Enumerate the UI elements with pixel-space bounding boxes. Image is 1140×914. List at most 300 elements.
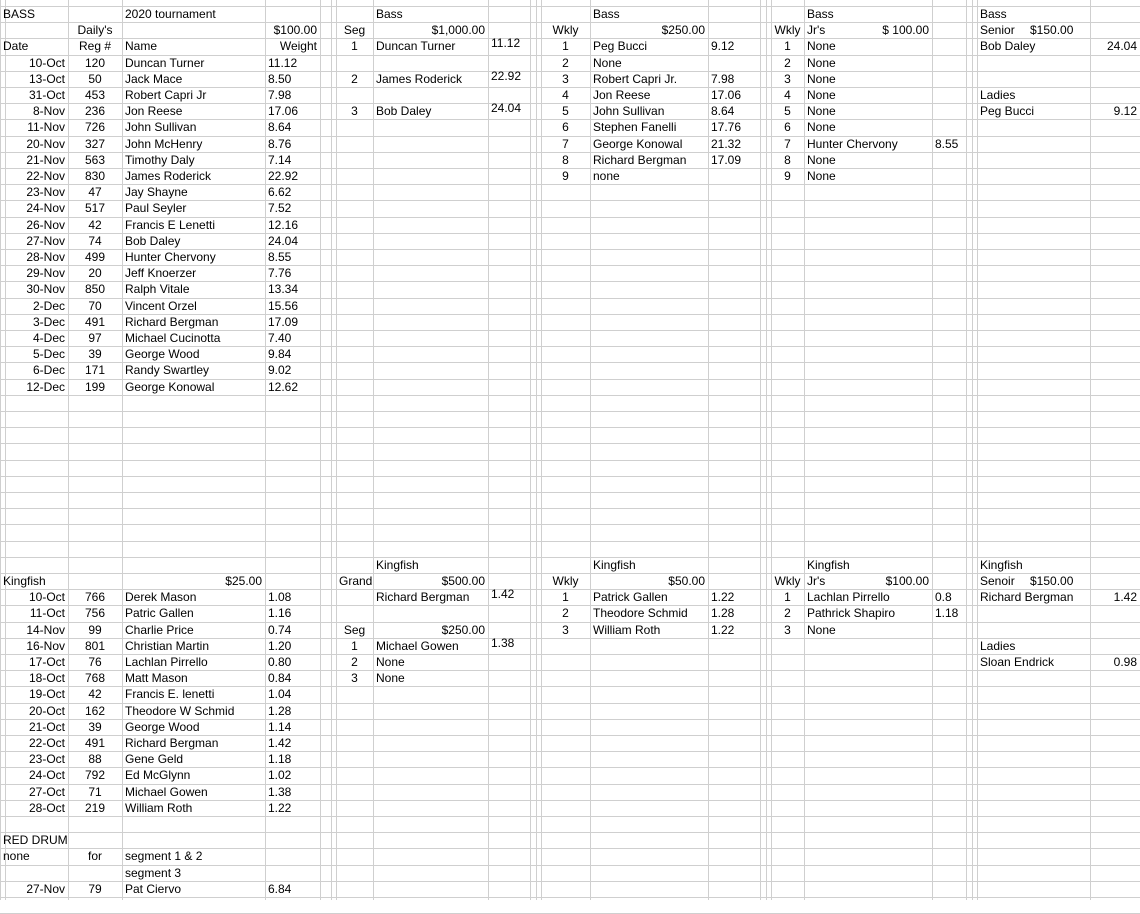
bass-weight: 7.14 [268, 153, 292, 167]
bass-ladies-weight: 9.12 [1113, 104, 1137, 118]
bass-name: Jay Shayne [125, 185, 188, 199]
bass-name: Robert Capri Jr [125, 88, 207, 102]
bass-jrs-name: None [807, 120, 836, 134]
kingfish-wkly-rank: 3 [562, 623, 569, 637]
grid-column-line [932, 0, 933, 900]
kingfish-jrs-col: Wkly [774, 574, 801, 588]
bass-weight: 17.06 [268, 104, 299, 118]
bass-reg: 491 [84, 315, 106, 329]
bass-weight: 13.34 [268, 282, 299, 296]
grid-row-line [0, 816, 1140, 817]
kingfish-name: Lachlan Pirrello [125, 655, 208, 669]
bass-weight: 7.76 [268, 266, 292, 280]
bass-wkly-name: George Konowal [593, 137, 683, 151]
kingfish-date: 17-Oct [28, 655, 65, 669]
grid-column-line [530, 0, 531, 900]
bass-weight: 11.12 [268, 56, 298, 70]
bass-jrs-rank: 9 [784, 169, 791, 183]
grid-row-line [0, 492, 1140, 493]
grid-row-line [0, 557, 1140, 558]
bass-jrs-name: None [807, 104, 836, 118]
bass-seg-col: Seg [343, 23, 366, 37]
bass-weight: 15.56 [268, 299, 299, 313]
bass-name: Ralph Vitale [125, 282, 190, 296]
bass-jrs-rank: 2 [784, 56, 791, 70]
kingfish-wkly-rank: 1 [562, 590, 569, 604]
bass-reg: 70 [88, 299, 102, 313]
bass-ladies-name: Peg Bucci [980, 104, 1035, 118]
bass-name: Timothy Daly [125, 153, 195, 167]
bass-reg: 20 [88, 266, 102, 280]
grid-row-line [0, 460, 1140, 461]
bass-weight: 9.84 [268, 347, 292, 361]
kingfish-reg: 219 [84, 801, 106, 815]
bass-wkly-weight: 7.98 [711, 72, 735, 86]
kingfish-date: 16-Nov [26, 639, 65, 653]
bass-date: 12-Dec [26, 380, 65, 394]
bass-wkly-name: Richard Bergman [593, 153, 687, 167]
bass-jrs-rank: 6 [784, 120, 791, 134]
bass-jrs-prize: $ 100.00 [882, 23, 929, 37]
bass-senior-weight: 24.04 [1106, 39, 1137, 53]
bass-reg: 850 [84, 282, 106, 296]
bass-jrs-name: None [807, 72, 836, 86]
kingfish-daily-prize: $25.00 [225, 574, 262, 588]
bass-reg: 726 [84, 120, 106, 134]
kingfish-weight: 1.42 [268, 736, 292, 750]
column-header-weight: Weight [279, 39, 317, 53]
bass-name: Bob Daley [125, 234, 181, 248]
kingfish-name: Michael Gowen [125, 785, 208, 799]
bass-name: Francis E Lenetti [125, 218, 216, 232]
bass-name: Michael Cucinotta [125, 331, 221, 345]
kingfish-reg: 71 [88, 785, 102, 799]
column-header-name: Name [125, 39, 158, 53]
bass-jrs-weight [935, 152, 963, 168]
bass-date: 4-Dec [32, 331, 65, 345]
bass-reg: 97 [88, 331, 102, 345]
bass-senior-label: Senior [980, 23, 1015, 37]
grid-row-line [0, 524, 1140, 525]
kingfish-reg: 39 [88, 720, 102, 734]
kingfish-date: 20-Oct [28, 704, 65, 718]
bass-jrs-label: Jr's [807, 23, 826, 37]
grid-column-line [373, 0, 374, 900]
kingfish-date: 10-Oct [28, 590, 65, 604]
bass-name: Richard Bergman [125, 315, 219, 329]
kingfish-weight: 1.18 [268, 752, 292, 766]
kingfish-jrs-name: Pathrick Shapiro [807, 606, 896, 620]
bass-wkly-prize: $250.00 [661, 23, 705, 37]
kingfish-ladies-weight: 0.98 [1113, 655, 1137, 669]
grid-column-line [1090, 0, 1091, 900]
bass-wkly-weight [711, 55, 757, 71]
bass-jrs-title: Bass [807, 7, 834, 21]
kingfish-name: Gene Geld [125, 752, 184, 766]
red-drum-weight: 6.84 [268, 882, 292, 896]
kingfish-ladies-name: Sloan Endrick [980, 655, 1055, 669]
kingfish-date: 23-Oct [28, 752, 65, 766]
kingfish-senior-label: Senoir [980, 574, 1015, 588]
bass-date: 24-Nov [26, 201, 65, 215]
column-header-date: Date [3, 39, 29, 53]
red-drum-name: Pat Ciervo [125, 882, 182, 896]
kingfish-reg: 162 [84, 704, 106, 718]
grid-column-line [977, 0, 978, 900]
bass-jrs-weight [935, 55, 963, 71]
bass-date: 13-Oct [28, 72, 65, 86]
grid-column-line [68, 0, 69, 900]
bass-wkly-weight: 21.32 [711, 137, 742, 151]
bass-date: 8-Nov [32, 104, 65, 118]
bass-date: 10-Oct [28, 56, 65, 70]
bass-name: John McHenry [125, 137, 203, 151]
bass-reg: 47 [88, 185, 102, 199]
kingfish-name: Francis E. lenetti [125, 687, 215, 701]
bass-wkly-name: None [593, 56, 622, 70]
kingfish-weight: 1.02 [268, 768, 292, 782]
grid-row-line [0, 427, 1140, 428]
section-title-red-drum: RED DRUM [3, 833, 68, 847]
kingfish-seg-prize: $250.00 [441, 623, 485, 637]
kingfish-grand-prize: $500.00 [441, 574, 485, 588]
red-drum-reg: 79 [88, 882, 102, 896]
bass-wkly-rank: 8 [562, 153, 569, 167]
kingfish-senior-title: Kingfish [980, 558, 1023, 572]
kingfish-grand-name: Richard Bergman [376, 590, 470, 604]
kingfish-reg: 792 [84, 768, 106, 782]
kingfish-name: Ed McGlynn [125, 768, 191, 782]
bass-reg: 517 [84, 201, 106, 215]
kingfish-senior-name: Richard Bergman [980, 590, 1074, 604]
bass-reg: 563 [84, 153, 106, 167]
bass-date: 27-Nov [26, 234, 65, 248]
kingfish-name: William Roth [125, 801, 193, 815]
kingfish-weight: 1.38 [268, 785, 292, 799]
bass-seg-weight: 22.92 [491, 69, 522, 83]
kingfish-seg-col: Seg [343, 623, 366, 637]
bass-wkly-name: none [593, 169, 620, 183]
bass-jrs-name: None [807, 56, 836, 70]
bass-jrs-name: None [807, 39, 836, 53]
kingfish-reg: 42 [88, 687, 102, 701]
bass-weight: 8.76 [268, 137, 292, 151]
bass-date: 3-Dec [32, 315, 65, 329]
kingfish-wkly-name: Theodore Schmid [593, 606, 688, 620]
kingfish-reg: 768 [84, 671, 106, 685]
grid-column-line [760, 0, 761, 900]
bass-reg: 453 [84, 88, 106, 102]
bass-name: Jon Reese [125, 104, 183, 118]
bass-reg: 830 [84, 169, 106, 183]
kingfish-seg-weight: 1.38 [491, 636, 515, 650]
kingfish-wkly-title: Kingfish [593, 558, 636, 572]
daily-prize: $100.00 [273, 23, 317, 37]
kingfish-weight: 1.04 [268, 687, 292, 701]
bass-jrs-rank: 3 [784, 72, 791, 86]
bass-seg-weight: 11.12 [491, 36, 521, 50]
kingfish-jrs-name: Lachlan Pirrello [807, 590, 890, 604]
kingfish-name: Derek Mason [125, 590, 197, 604]
red-drum-date: 27-Nov [26, 882, 65, 896]
bass-date: 31-Oct [28, 88, 65, 102]
bass-wkly-name: Peg Bucci [593, 39, 648, 53]
bass-jrs-weight [935, 38, 963, 54]
grid-column-line [336, 0, 337, 900]
bass-weight: 8.50 [268, 72, 292, 86]
bass-name: Vincent Orzel [125, 299, 197, 313]
grid-column-line [766, 0, 767, 900]
bass-weight: 24.04 [268, 234, 299, 248]
bass-wkly-weight: 17.09 [711, 153, 742, 167]
bass-senior-name: Bob Daley [980, 39, 1036, 53]
kingfish-reg: 491 [84, 736, 106, 750]
bass-name: James Roderick [125, 169, 212, 183]
bass-wkly-rank: 3 [562, 72, 569, 86]
grid-row-line [0, 395, 1140, 396]
bass-jrs-weight [935, 71, 963, 87]
grid-column-line [265, 0, 266, 900]
kingfish-weight: 1.20 [268, 639, 292, 653]
bass-reg: 39 [88, 347, 102, 361]
kingfish-senior-prize: $150.00 [1030, 574, 1074, 588]
kingfish-weight: 1.14 [268, 720, 292, 734]
bass-wkly-name: Jon Reese [593, 88, 651, 102]
kingfish-jrs-weight [935, 622, 963, 638]
kingfish-wkly-weight: 1.28 [711, 606, 735, 620]
kingfish-wkly-name: William Roth [593, 623, 661, 637]
kingfish-jrs-title: Kingfish [807, 558, 850, 572]
bass-date: 6-Dec [32, 363, 65, 377]
bass-jrs-weight [935, 168, 963, 184]
kingfish-jrs-rank: 3 [784, 623, 791, 637]
kingfish-seg-weight [491, 667, 527, 683]
bass-jrs-rank: 4 [784, 88, 791, 102]
grid-column-line [0, 0, 1, 900]
kingfish-wkly-col: Wkly [552, 574, 579, 588]
bass-seg-prize: $1,000.00 [431, 23, 485, 37]
kingfish-name: Theodore W Schmid [125, 704, 235, 718]
bass-reg: 171 [84, 363, 106, 377]
bass-jrs-weight [935, 87, 963, 103]
bass-wkly-weight: 17.76 [711, 120, 742, 134]
grid-row-line [0, 443, 1140, 444]
grid-column-line [488, 0, 489, 900]
bass-date: 2-Dec [32, 299, 65, 313]
tournament-label: 2020 tournament [125, 7, 216, 21]
kingfish-reg: 76 [88, 655, 102, 669]
kingfish-date: 27-Oct [28, 785, 65, 799]
kingfish-grand-col: Grand [339, 574, 373, 588]
grid-column-line [122, 0, 123, 900]
red-drum-note-for: for [87, 849, 102, 863]
bass-reg: 327 [84, 137, 106, 151]
kingfish-jrs-weight: 1.18 [935, 606, 959, 620]
bass-seg-rank: 1 [351, 39, 358, 53]
kingfish-weight: 1.08 [268, 590, 292, 604]
bass-date: 28-Nov [26, 250, 65, 264]
bass-jrs-weight [935, 119, 963, 135]
bass-name: John Sullivan [125, 120, 197, 134]
bass-reg: 499 [84, 250, 106, 264]
grid-column-line [771, 0, 772, 900]
bass-jrs-name: None [807, 153, 836, 167]
bass-jrs-name: None [807, 169, 836, 183]
grid-column-line [590, 0, 591, 900]
dailys-label: Daily's [77, 23, 113, 37]
kingfish-reg: 756 [84, 606, 106, 620]
kingfish-ladies-label: Ladies [980, 639, 1016, 653]
kingfish-jrs-name: None [807, 623, 836, 637]
kingfish-grand-title: Kingfish [376, 558, 419, 572]
kingfish-reg: 801 [84, 639, 106, 653]
bass-reg: 199 [84, 380, 106, 394]
bass-name: George Wood [125, 347, 200, 361]
red-drum-note-none: none [3, 849, 30, 863]
bass-name: Paul Seyler [125, 201, 187, 215]
bass-weight: 7.52 [268, 201, 292, 215]
bass-jrs-weight [935, 103, 963, 119]
kingfish-weight: 0.80 [268, 655, 292, 669]
kingfish-seg-rank: 1 [351, 639, 358, 653]
grid-column-line [331, 0, 332, 900]
grid-row-line [0, 508, 1140, 509]
kingfish-weight: 1.16 [268, 606, 292, 620]
kingfish-jrs-label: Jr's [807, 574, 826, 588]
kingfish-grand-weight: 1.42 [491, 587, 515, 601]
bass-weight: 22.92 [268, 169, 299, 183]
kingfish-name: George Wood [125, 720, 200, 734]
bass-seg-rank: 3 [351, 104, 358, 118]
kingfish-date: 11-Oct [29, 606, 65, 620]
bass-senior-title: Bass [980, 7, 1007, 21]
bass-wkly-rank: 4 [562, 88, 569, 102]
bass-weight: 9.02 [268, 363, 292, 377]
kingfish-reg: 766 [84, 590, 106, 604]
kingfish-seg-name: Michael Gowen [376, 639, 459, 653]
bass-date: 30-Nov [26, 282, 65, 296]
grid-row-line [0, 541, 1140, 542]
red-drum-note-segment-1-2: segment 1 & 2 [125, 849, 203, 863]
bass-wkly-weight: 17.06 [711, 88, 742, 102]
grid-column-line [708, 0, 709, 900]
kingfish-date: 21-Oct [28, 720, 65, 734]
kingfish-seg-name: None [376, 655, 405, 669]
kingfish-date: 24-Oct [28, 768, 65, 782]
kingfish-date: 19-Oct [28, 687, 65, 701]
bass-reg: 236 [84, 104, 106, 118]
kingfish-jrs-rank: 1 [784, 590, 791, 604]
grid-column-line [966, 0, 967, 900]
bass-jrs-weight: 8.55 [935, 137, 959, 151]
kingfish-name: Richard Bergman [125, 736, 219, 750]
bass-seg-name: James Roderick [376, 72, 463, 86]
bass-jrs-rank: 8 [784, 153, 791, 167]
kingfish-reg: 88 [88, 752, 102, 766]
grid-column-line [320, 0, 321, 900]
bass-name: Jeff Knoerzer [125, 266, 197, 280]
kingfish-wkly-prize: $50.00 [668, 574, 705, 588]
bass-weight: 7.40 [268, 331, 292, 345]
bass-weight: 12.62 [268, 380, 299, 394]
kingfish-date: 14-Nov [26, 623, 65, 637]
bass-weight: 8.64 [268, 120, 292, 134]
bass-wkly-name: John Sullivan [593, 104, 665, 118]
red-drum-note-segment-3: segment 3 [125, 866, 182, 880]
bass-weight: 17.09 [268, 315, 299, 329]
bass-wkly-weight: 8.64 [711, 104, 735, 118]
grid-row-line [0, 476, 1140, 477]
bass-wkly-rank: 5 [562, 104, 569, 118]
kingfish-name: Matt Mason [125, 671, 188, 685]
bass-weight: 12.16 [268, 218, 299, 232]
bass-name: Jack Mace [125, 72, 183, 86]
kingfish-weight: 0.74 [268, 623, 292, 637]
kingfish-wkly-name: Patrick Gallen [593, 590, 668, 604]
kingfish-seg-rank: 2 [351, 655, 358, 669]
bass-jrs-rank: 5 [784, 104, 791, 118]
kingfish-weight: 1.28 [268, 704, 292, 718]
bass-weight: 7.98 [268, 88, 292, 102]
bass-date: 21-Nov [26, 153, 65, 167]
kingfish-weight: 1.22 [268, 801, 292, 815]
bass-weight: 6.62 [268, 185, 292, 199]
kingfish-seg-name: None [376, 671, 405, 685]
bass-date: 11-Nov [27, 120, 65, 134]
kingfish-seg-rank: 3 [351, 671, 358, 685]
grid-column-line [536, 0, 537, 900]
kingfish-date: 22-Oct [28, 736, 65, 750]
bass-seg-name: Bob Daley [376, 104, 432, 118]
bass-wkly-name: Robert Capri Jr. [593, 72, 678, 86]
kingfish-name: Christian Martin [125, 639, 210, 653]
bass-wkly-rank: 2 [562, 56, 569, 70]
bass-seg-title: Bass [376, 7, 403, 21]
bass-jrs-rank: 7 [784, 137, 791, 151]
bass-wkly-rank: 7 [562, 137, 569, 151]
bass-weight: 8.55 [268, 250, 292, 264]
bass-jrs-col: Wkly [774, 23, 801, 37]
kingfish-jrs-rank: 2 [784, 606, 791, 620]
bass-date: 29-Nov [26, 266, 65, 280]
kingfish-name: Charlie Price [125, 623, 194, 637]
bass-wkly-weight [711, 168, 757, 184]
bass-date: 22-Nov [26, 169, 65, 183]
bass-date: 26-Nov [26, 218, 65, 232]
section-title-kingfish: Kingfish [3, 574, 46, 588]
bass-seg-name: Duncan Turner [376, 39, 456, 53]
bass-seg-rank: 2 [351, 72, 358, 86]
bass-seg-weight: 24.04 [491, 101, 522, 115]
grid-column-line [972, 0, 973, 900]
bass-ladies-label: Ladies [980, 88, 1016, 102]
bass-senior-prize: $150.00 [1030, 23, 1074, 37]
bass-date: 23-Nov [26, 185, 65, 199]
column-header-reg: Reg # [78, 39, 112, 53]
bass-name: Duncan Turner [125, 56, 205, 70]
grid-row-line [0, 832, 1140, 833]
grid-column-line [541, 0, 542, 900]
bass-wkly-rank: 9 [562, 169, 569, 183]
bass-name: Hunter Chervony [125, 250, 216, 264]
bass-wkly-col: Wkly [552, 23, 579, 37]
grid-row-line [0, 897, 1140, 898]
kingfish-wkly-rank: 2 [562, 606, 569, 620]
kingfish-jrs-weight: 0.8 [935, 590, 952, 604]
kingfish-date: 18-Oct [28, 671, 65, 685]
grid-row-line [0, 411, 1140, 412]
bass-reg: 42 [88, 218, 102, 232]
